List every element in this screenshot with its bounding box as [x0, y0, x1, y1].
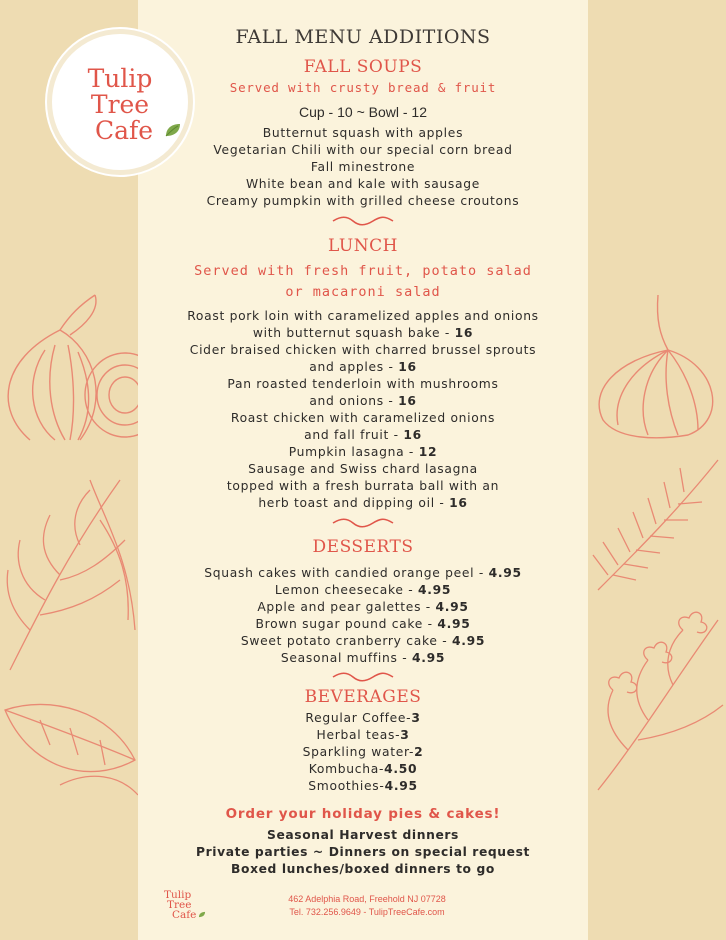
lunch-line: Cider braised chicken with charred brussel sprouts [189, 343, 537, 357]
lunch-line: Roast pork loin with caramelized apples and onions [187, 309, 539, 323]
beverage-line: Regular Coffee-3 [305, 711, 421, 725]
beverages-heading: BEVERAGES [304, 687, 422, 707]
desserts-heading: DESSERTS [312, 537, 414, 557]
soup-item: Vegetarian Chili with our special corn bread [213, 143, 513, 157]
beverage-line: Kombucha-4.50 [308, 762, 418, 776]
lunch-line: herb toast and dipping oil - 16 [258, 496, 468, 510]
lunch-line: Roast chicken with caramelized onions [230, 411, 496, 425]
garlic-illustration [588, 290, 726, 440]
beverage-line: Smoothies-4.95 [308, 779, 418, 793]
soup-item: Creamy pumpkin with grilled cheese croutons [206, 194, 520, 208]
beverage-line: Herbal teas-3 [316, 728, 410, 742]
soup-item: Butternut squash with apples [262, 126, 464, 140]
footer-logo-line: Cafe [172, 909, 197, 921]
dessert-line: Lemon cheesecake - 4.95 [274, 583, 452, 597]
footer-address: 462 Adelphia Road, Freehold NJ 07728 [288, 894, 446, 904]
lunch-line: and onions - 16 [309, 394, 417, 408]
beverage-line: Sparkling water-2 [302, 745, 424, 759]
lunch-line: and apples - 16 [309, 360, 417, 374]
lunch-line: topped with a fresh burrata ball with an [226, 479, 500, 493]
logo-line: Cafe [94, 116, 154, 145]
lunch-line: Sausage and Swiss chard lasagna [248, 462, 478, 476]
dessert-line: Squash cakes with candied orange peel - 4.95 [204, 566, 522, 580]
soups-price-line: Cup - 10 ~ Bowl - 12 [298, 104, 427, 120]
swash-divider [331, 672, 395, 682]
swash-divider [331, 518, 395, 528]
lunch-heading: LUNCH [328, 236, 398, 256]
soup-item: Fall minestrone [310, 160, 416, 174]
logo-line: Tree [90, 90, 150, 119]
footer-logo [164, 890, 214, 920]
soup-item: White bean and kale with sausage [245, 177, 481, 191]
lunch-line: and fall fruit - 16 [304, 428, 422, 442]
onion-illustration [0, 290, 140, 450]
footer-leaf-icon [198, 911, 206, 918]
footer-contact: Tel. 732.256.9649 - TulipTreeCafe.com [289, 907, 445, 917]
logo-line: Tulip [87, 64, 153, 93]
soups-heading: FALL SOUPS [303, 57, 423, 77]
rosemary-illustration [588, 450, 726, 600]
parsley-illustration [588, 600, 726, 800]
dessert-line: Brown sugar pound cake - 4.95 [255, 617, 471, 631]
swash-divider [331, 216, 395, 226]
footer-logo-line: Tulip [164, 889, 192, 901]
promo-text: Order your holiday pies & cakes! [225, 806, 501, 822]
service-line: Boxed lunches/boxed dinners to go [231, 862, 495, 876]
soups-subtitle: Served with crusty bread & fruit [229, 80, 497, 95]
service-line: Private parties ~ Dinners on special request [196, 845, 530, 859]
lunch-line: Pumpkin lasagna - 12 [288, 445, 438, 459]
lunch-line: Pan roasted tenderloin with mushrooms [227, 377, 499, 391]
dessert-line: Apple and pear galettes - 4.95 [257, 600, 469, 614]
lunch-subtitle: Served with fresh fruit, potato salad [194, 263, 532, 279]
footer-logo-line: Tree [167, 899, 192, 911]
lunch-line: with butternut squash bake - 16 [252, 326, 474, 340]
dessert-line: Seasonal muffins - 4.95 [280, 651, 446, 665]
basil-leaf-illustration [0, 690, 140, 800]
lunch-subtitle: or macaroni salad [285, 284, 441, 300]
menu-title: FALL MENU ADDITIONS [235, 26, 491, 48]
herb-sprig-illustration [0, 460, 140, 680]
service-line: Seasonal Harvest dinners [267, 828, 459, 842]
dessert-line: Sweet potato cranberry cake - 4.95 [240, 634, 486, 648]
